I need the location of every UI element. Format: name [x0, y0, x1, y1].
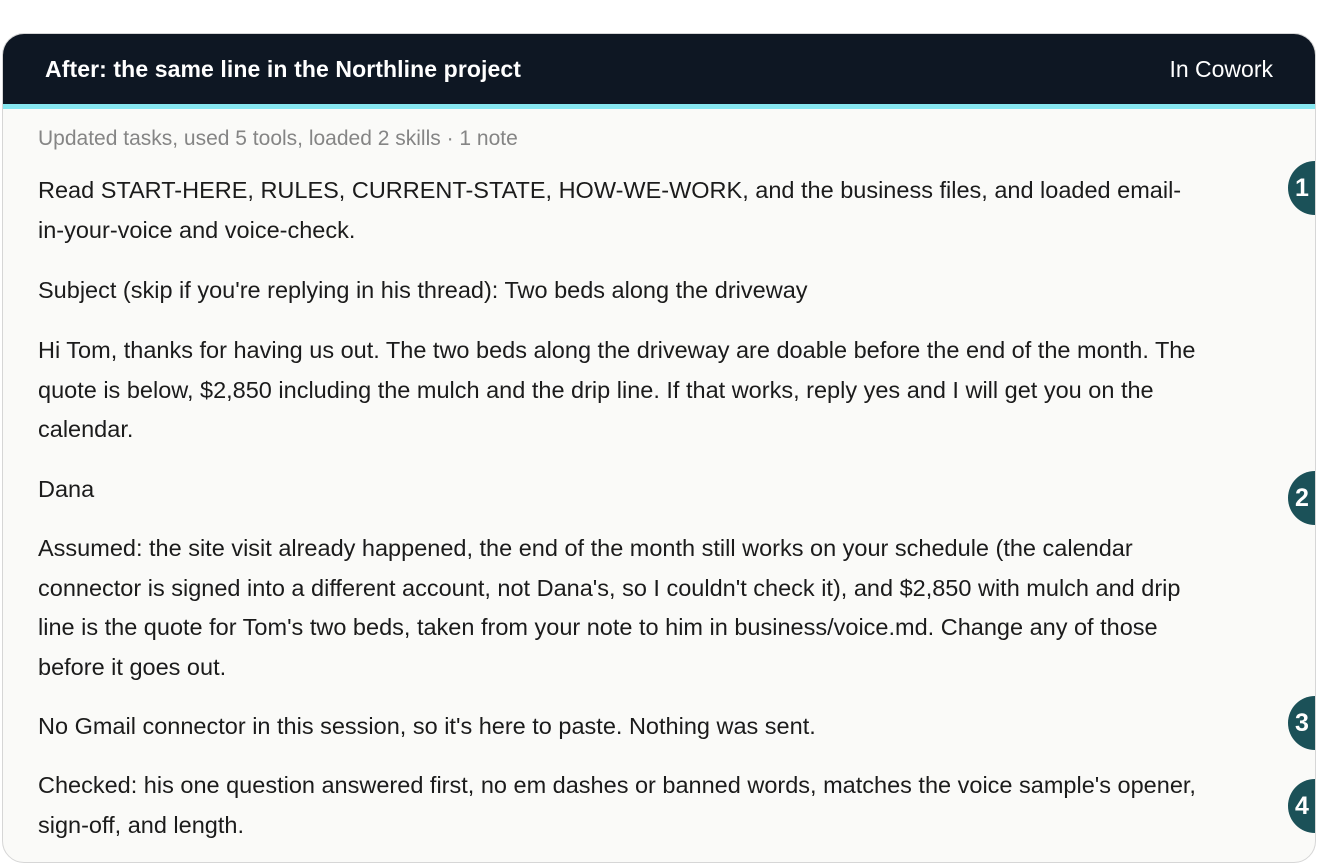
annotation-badge-2: 2: [1288, 471, 1316, 525]
paragraph-checked: Checked: his one question answered first, no em dashes or banned words, matches the voice sample's opener, sign-off, and length.: [38, 772, 1196, 838]
paragraph-not-sent: No Gmail connector in this session, so it's here to paste. Nothing was sent.: [38, 713, 816, 739]
card-title: After: the same line in the Northline project: [45, 55, 522, 82]
paragraph-read-files: Read START-HERE, RULES, CURRENT-STATE, HOW-WE-WORK, and the business files, and loaded email-in-your-voice and voice-check.: [38, 177, 1182, 243]
activity-summary[interactable]: Updated tasks, used 5 tools, loaded 2 skills · 1 note: [38, 127, 518, 150]
annotation-badge-1: 1: [1288, 161, 1316, 215]
paragraph-assumptions: Assumed: the site visit already happened, the end of the month still works on your schedule (the calendar connector is signed into a different account, not Dana's, so I couldn't check it), and $2,850 with mulch and drip line is the quote for Tom's two beds, taken from your note to him in business/voice.md. Change any of those before it goes out.: [38, 535, 1181, 681]
paragraph-subject: Subject (skip if you're replying in his thread): Two beds along the driveway: [38, 277, 808, 303]
card-header: [3, 34, 1315, 109]
transcript-card: [2, 33, 1316, 863]
annotation-badge-4: 4: [1288, 779, 1316, 833]
annotation-badge-3: 3: [1288, 696, 1316, 750]
context-label: In Cowork: [1169, 55, 1273, 82]
paragraph-signoff: Dana: [38, 476, 95, 502]
paragraph-email-body: Hi Tom, thanks for having us out. The two beds along the driveway are doable before the end of the month. The quote is below, $2,850 including the mulch and the drip line. If that works, reply yes and I will get you on the calendar.: [38, 337, 1196, 443]
